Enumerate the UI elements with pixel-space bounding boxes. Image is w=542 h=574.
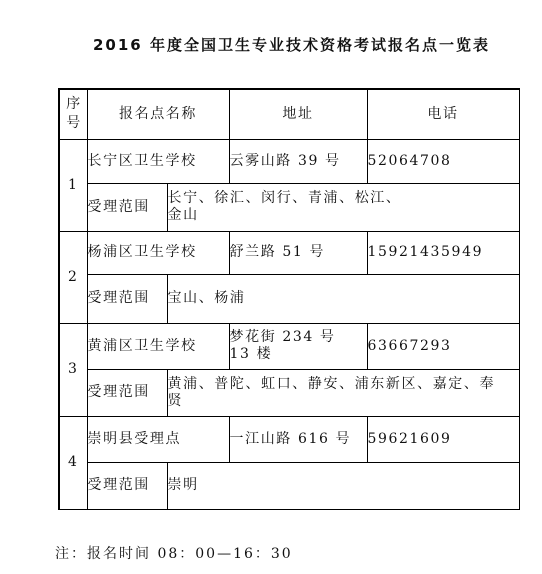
row-address: 一江山路 616 号 (229, 416, 367, 462)
table-header-row (59, 89, 519, 139)
table-scope-row (59, 274, 519, 323)
footnote: 注：报名时间 08：00—16：30 (55, 546, 293, 562)
row-name: 杨浦区卫生学校 (87, 231, 229, 274)
table-scope-row (59, 183, 519, 231)
row-scope: 宝山、杨浦 (167, 274, 519, 323)
row-scope-label: 受理范围 (87, 274, 167, 323)
table-scope-row (59, 369, 519, 416)
row-index: 1 (59, 139, 87, 231)
registration-points-table (58, 88, 520, 510)
row-scope: 崇明 (167, 462, 519, 509)
row-name: 崇明县受理点 (87, 416, 229, 462)
header-index (59, 89, 87, 139)
row-index: 4 (59, 416, 87, 509)
row-name: 黄浦区卫生学校 (87, 323, 229, 369)
header-name: 报名点名称 (87, 89, 229, 139)
row-phone: 63667293 (367, 323, 519, 369)
row-address: 梦花街 234 号 13 楼 (229, 323, 367, 369)
row-address: 云雾山路 39 号 (229, 139, 367, 183)
table-row (59, 231, 519, 274)
row-phone: 59621609 (367, 416, 519, 462)
row-scope-label: 受理范围 (87, 462, 167, 509)
row-index: 3 (59, 323, 87, 416)
table-row (59, 416, 519, 462)
table-row (59, 139, 519, 183)
header-phone: 电话 (367, 89, 519, 139)
row-scope: 黄浦、普陀、虹口、静安、浦东新区、嘉定、奉 贤 (167, 369, 519, 416)
header-address: 地址 (229, 89, 367, 139)
row-scope-label: 受理范围 (87, 369, 167, 416)
row-scope-label: 受理范围 (87, 183, 167, 231)
row-address: 舒兰路 51 号 (229, 231, 367, 274)
table-scope-row (59, 462, 519, 509)
row-index: 2 (59, 231, 87, 323)
row-scope: 长宁、徐汇、闵行、青浦、松江、 金山 (167, 183, 519, 231)
table-row (59, 323, 519, 369)
row-phone: 15921435949 (367, 231, 519, 274)
row-name: 长宁区卫生学校 (87, 139, 229, 183)
page-title: 2016 年度全国卫生专业技术资格考试报名点一览表 (93, 36, 490, 54)
header-index-label: 序号 (66, 96, 81, 132)
row-phone: 52064708 (367, 139, 519, 183)
